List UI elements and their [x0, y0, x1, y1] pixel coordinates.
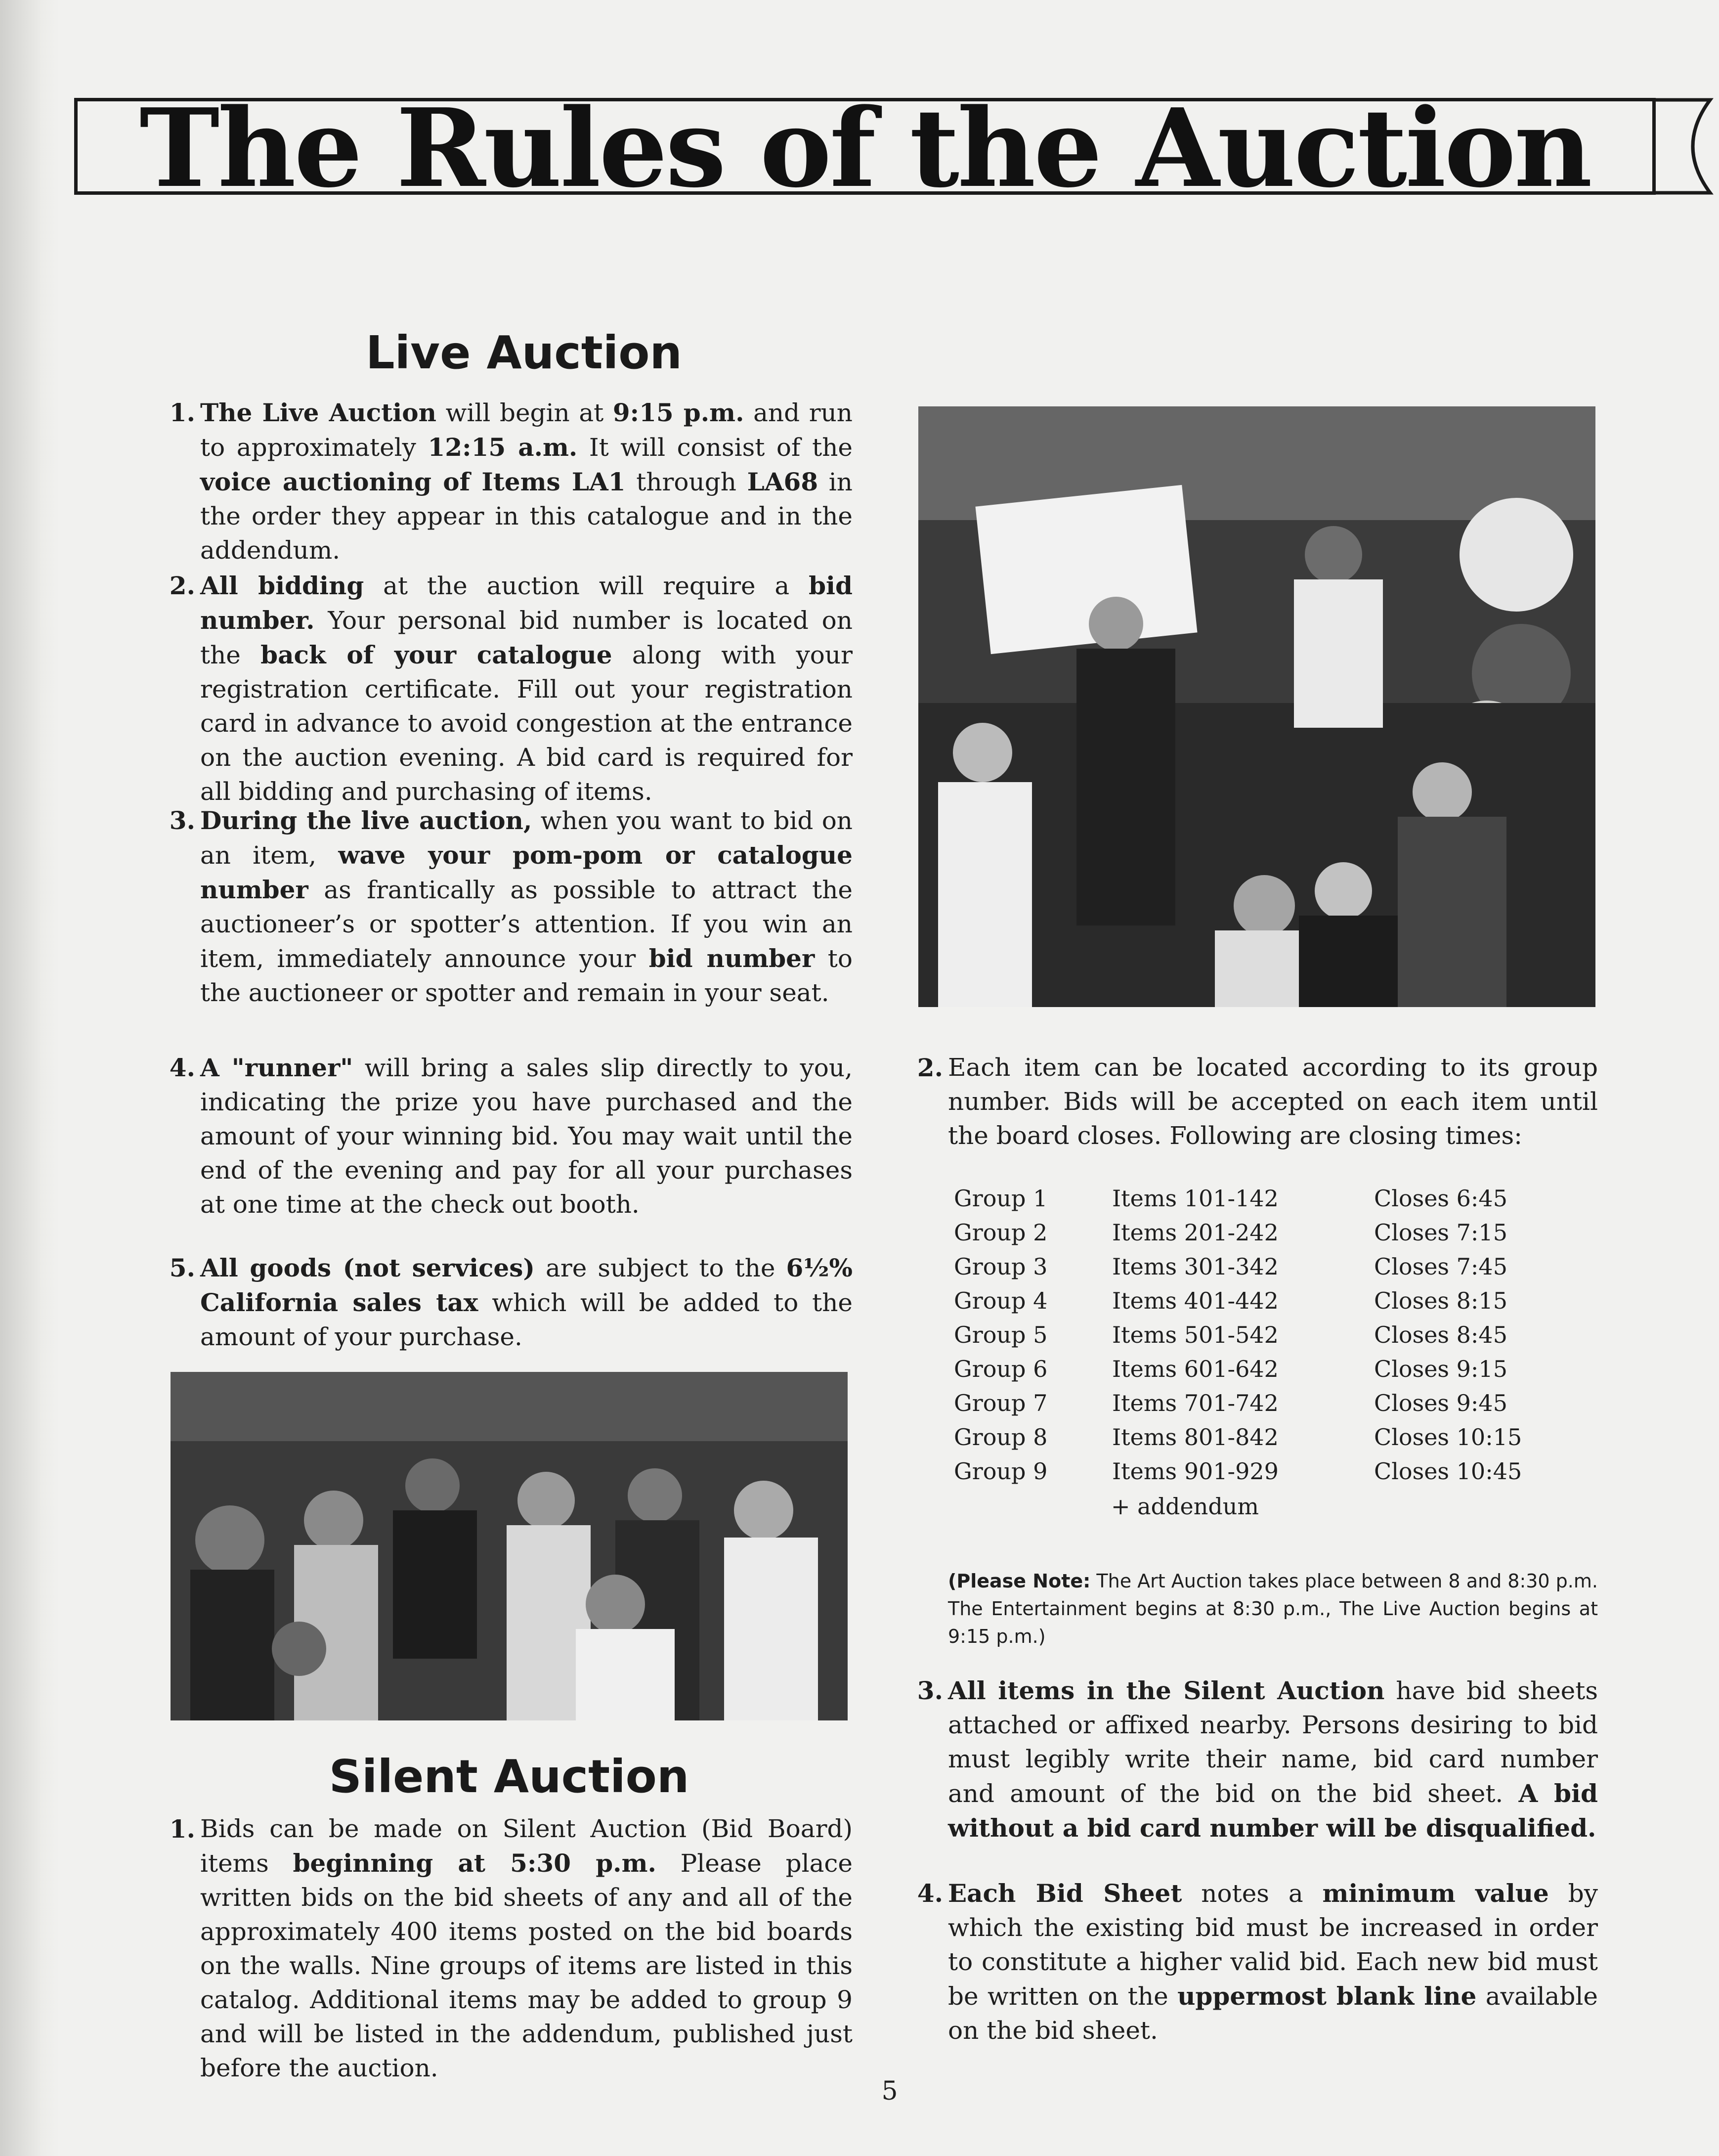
silent-auction-heading: Silent Auction — [329, 1750, 689, 1803]
live-rule-5 — [169, 1251, 853, 1354]
rule-text: A "runner" will bring a sales slip directly to you, indicating the prize you have purchased and the amount of your winning bid. You may wait until the end of the evening and pay for all your purchases at one time at the check out booth. — [200, 1053, 853, 1219]
silent-rule-3 — [917, 1673, 1598, 1846]
closing-group-cell: Group 7 — [954, 1390, 1048, 1416]
rule-number: 3. — [169, 806, 195, 835]
page-number: 5 — [881, 2076, 898, 2106]
closing-closes-cell: Closes 9:15 — [1374, 1356, 1507, 1382]
rule-text: Each item can be located according to its group number. Bids will be accepted on each item until the board closes. Following are closing times: — [948, 1053, 1598, 1150]
closing-group-cell: Group 5 — [954, 1321, 1048, 1348]
closing-items-cell: Items 501-542 — [1112, 1321, 1279, 1348]
live-rule-1 — [169, 396, 853, 568]
closing-closes-cell: Closes 7:45 — [1374, 1253, 1507, 1280]
closing-closes-cell: Closes 9:45 — [1374, 1390, 1507, 1416]
closing-time-row — [954, 1182, 1596, 1216]
closing-group-cell: Group 6 — [954, 1356, 1048, 1382]
closing-time-row — [954, 1216, 1596, 1250]
silent-rule-1 — [169, 1812, 853, 2085]
rule-number: 4. — [169, 1053, 195, 1082]
rule-text: All items in the Silent Auction have bid sheets attached or affixed nearby. Persons desiring to bid must legibly write their name, bid card number and amount of the bid on the bid sheet. A bid without a bid card number will be disqualified. — [948, 1676, 1598, 1843]
closing-time-row — [954, 1386, 1596, 1420]
closing-group-cell: Group 9 — [954, 1458, 1048, 1485]
rule-text: The Live Auction will begin at 9:15 p.m. and run to approximately 12:15 a.m. It will consist of the voice auctioning of Items LA1 through LA68 in the order they appear in this catalogue and in the addendum. — [200, 398, 853, 565]
closing-items-cell: Items 101-142 — [1112, 1185, 1279, 1212]
closing-group-cell: Group 1 — [954, 1185, 1048, 1212]
closing-closes-cell: Closes 10:45 — [1374, 1458, 1522, 1485]
closing-time-row — [954, 1420, 1596, 1454]
live-rule-2 — [169, 569, 853, 809]
rule-text: Each Bid Sheet notes a minimum value by which the existing bid must be increased in order to constitute a higher valid bid. Each new bid must be written on the uppermost blank line available on the bid sheet. — [948, 1879, 1598, 2045]
closing-items-cell: Items 801-842 — [1112, 1424, 1279, 1451]
rule-number: 3. — [917, 1676, 943, 1705]
closing-time-row — [954, 1352, 1596, 1386]
closing-group-cell: Group 8 — [954, 1424, 1048, 1451]
closing-items-cell: Items 401-442 — [1112, 1287, 1279, 1314]
closing-time-row — [954, 1250, 1596, 1284]
rule-number: 1. — [169, 1814, 195, 1844]
rule-number: 1. — [169, 398, 195, 427]
live-rule-3 — [169, 803, 853, 1010]
rule-number: 4. — [917, 1879, 943, 1908]
closing-closes-cell: Closes 6:45 — [1374, 1185, 1507, 1212]
closing-closes-cell: Closes 8:15 — [1374, 1287, 1507, 1314]
addendum-line: + addendum — [1111, 1493, 1259, 1520]
page-title: The Rules of the Auction — [139, 85, 1590, 212]
rule-number: 2. — [169, 571, 195, 600]
silent-rule-4 — [917, 1876, 1598, 2048]
closing-group-cell: Group 3 — [954, 1253, 1048, 1280]
closing-closes-cell: Closes 7:15 — [1374, 1219, 1507, 1246]
auction-photo — [918, 406, 1595, 1007]
live-rule-4 — [169, 1051, 853, 1222]
closing-closes-cell: Closes 10:15 — [1374, 1424, 1522, 1451]
rule-number: 2. — [917, 1053, 943, 1082]
rule-number: 5. — [169, 1253, 195, 1282]
silent-rule-2 — [917, 1051, 1598, 1153]
crowd-photo — [171, 1372, 848, 1720]
closing-items-cell: Items 601-642 — [1112, 1356, 1279, 1382]
closing-times-table — [954, 1182, 1596, 1489]
rule-text: All goods (not services) are subject to the 6½% California sales tax which will be added to the amount of your purchase. — [200, 1253, 853, 1351]
rule-text: During the live auction, when you want to bid on an item, wave your pom-pom or catalogue number as frantically as possible to attract the auctioneer’s or spotter’s attention. If you win an item, immediately announce your bid number to the auctioneer or spotter and remain in your seat. — [200, 806, 853, 1007]
binding-shadow — [0, 0, 59, 2156]
closing-group-cell: Group 4 — [954, 1287, 1048, 1314]
closing-group-cell: Group 2 — [954, 1219, 1048, 1246]
closing-time-row — [954, 1284, 1596, 1318]
closing-items-cell: Items 701-742 — [1112, 1390, 1279, 1416]
live-auction-heading: Live Auction — [365, 326, 682, 379]
rule-text: All bidding at the auction will require a bid number. Your personal bid number is located on the back of your catalogue along with your registration certificate. Fill out your registration card in advance to avoid congestion at the entrance on the auction evening. A bid card is required for all bidding and purchasing of items. — [200, 571, 853, 806]
closing-items-cell: Items 901-929 — [1112, 1458, 1279, 1485]
please-note: (Please Note: The Art Auction takes place between 8 and 8:30 p.m. The Entertainment begins at 8:30 p.m., The Live Auction begins at 9:15 p.m.) — [948, 1570, 1598, 1647]
closing-items-cell: Items 301-342 — [1112, 1253, 1279, 1280]
closing-time-row — [954, 1454, 1596, 1489]
closing-time-row — [954, 1318, 1596, 1352]
closing-items-cell: Items 201-242 — [1112, 1219, 1279, 1246]
rule-text: Bids can be made on Silent Auction (Bid Board) items beginning at 5:30 p.m. Please place written bids on the bid sheets of any and all of the approximately 400 items posted on the bid boards on the walls. Nine groups of items are listed in this catalog. Additional items may be added to group 9 and will be listed in the addendum, published just before the auction. — [200, 1814, 853, 2082]
banner-scroll-tail — [1656, 98, 1715, 195]
closing-closes-cell: Closes 8:45 — [1374, 1321, 1507, 1348]
